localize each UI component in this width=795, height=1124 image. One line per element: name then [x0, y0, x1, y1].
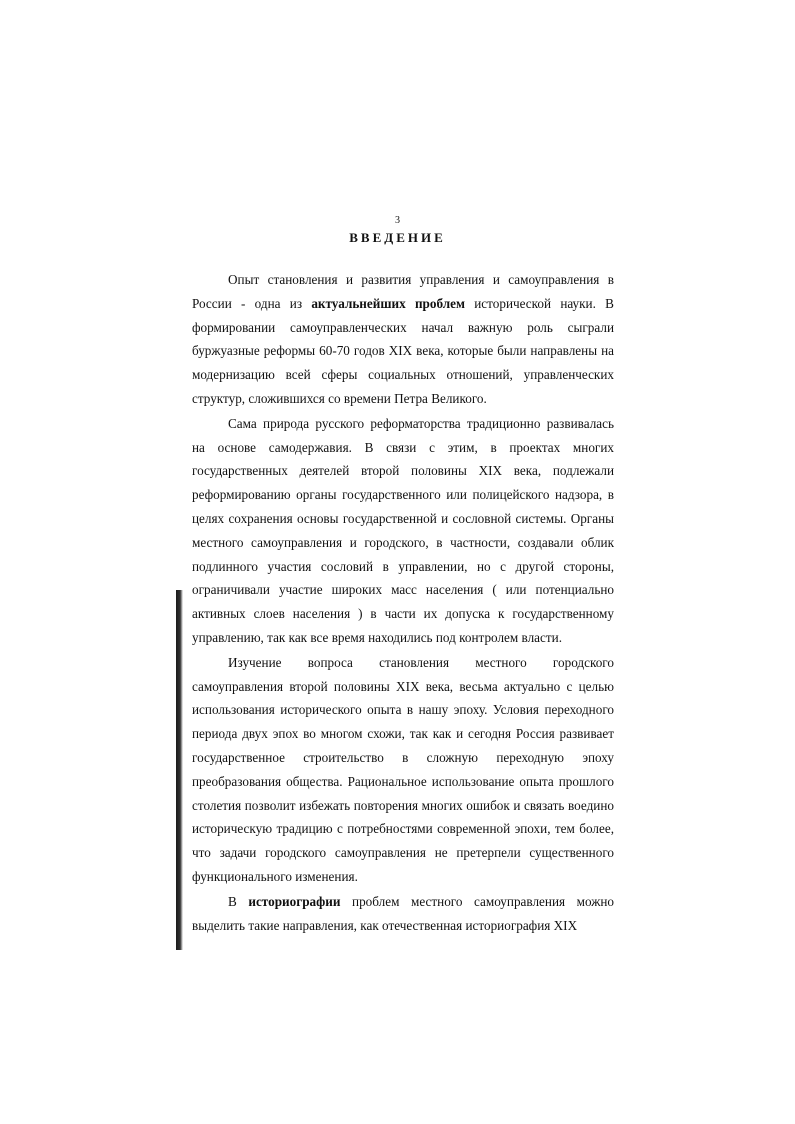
paragraph-3: Изучение вопроса становления местного городского самоуправления второй половины XIX века, весьма актуально с целью использования исторического опыта в нашу эпоху. Условия переходного периода двух эпох во многом схожи, так как и сегодня Россия развивает государственное строительство в сложную переходную эпоху преобразования общества. Рациональное использование опыта прошлого столетия позволит избежать повторения многих ошибок и связать воедино историческую традицию с потребностями современной эпохи, тем более, что задачи городского самоуправления не претерпели существенного функционального изменения. — [192, 654, 614, 884]
paragraph-1-text-start: Опыт становления и развития управления и самоуправления в России - одна из — [192, 272, 614, 311]
paragraph-1 — [192, 268, 614, 411]
paragraph-4-text-start: В — [228, 893, 249, 909]
document-body — [192, 268, 614, 937]
paragraph-4-text-end: проблем местного самоуправления можно выделить такие направления, как отечественная историография XIX — [192, 893, 615, 933]
page-number: 3 — [395, 215, 400, 226]
emphasis-actual-problems: актуальнейших проблем — [311, 295, 465, 311]
scan-edge-shadow — [176, 590, 183, 950]
paragraph-1-text-end: исторической науки. В формировании самоуправленческих начал важную роль сыграли буржуазные реформы 60-70 годов XIX века, которые были направлены на модернизацию всей сферы социальных отношений, управленческих структур, сложившихся со времени Петра Великого. — [192, 295, 614, 406]
paragraph-4 — [192, 890, 614, 938]
paragraph-2: Сама природа русского реформаторства традиционно развивалась на основе самодержавия. В связи с этим, в проектах многих государственных деятелей второй половины XIX века, подлежали реформированию органы государственного или полицейского надзора, в целях сохранения основы государственной и сословной системы. Органы местного самоуправления и городского, в частности, создавали облик подлинного участия сословий в управлении, но с другой стороны, ограничивали участие широких масс населения ( или потенциально активных слоев населения ) в части их допуска к государственному управлению, так как все время находились под контролем власти. — [192, 415, 614, 645]
page-title: ВВЕДЕНИЕ — [349, 230, 446, 245]
emphasis-historiography: историографии — [248, 893, 341, 909]
